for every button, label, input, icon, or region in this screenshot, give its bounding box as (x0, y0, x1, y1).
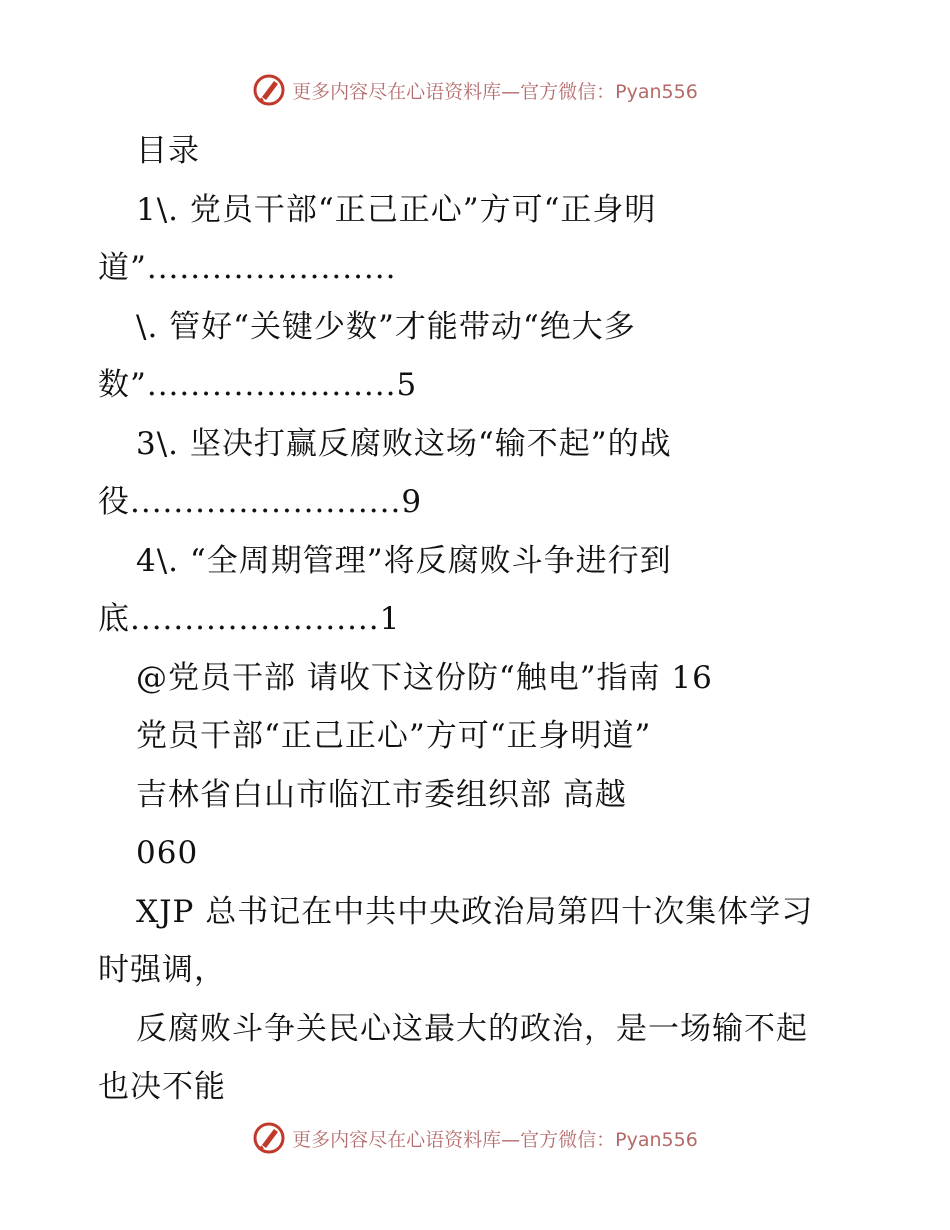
toc-entry-2-line-1: \. 管好“关键少数”才能带动“绝大多 (136, 308, 636, 345)
paragraph-2-line-2: 也决不能 (98, 1069, 226, 1105)
footer-banner-text: 更多内容尽在心语资料库—官方微信：Pyan556 (292, 1128, 698, 1151)
toc-entry-5: @党员干部 请收下这份防“触电”指南 16 (136, 659, 713, 696)
document-body (98, 122, 878, 1117)
header-banner (0, 70, 950, 110)
article-author: 吉林省白山市临江市委组织部 高越 (136, 776, 627, 813)
toc-entry-3-line-1: 3\. 坚决打赢反腐败这场“输不起”的战 (136, 425, 672, 462)
toc-entry-1-line-1: 1\. 党员干部“正己正心”方可“正身明 (136, 191, 657, 228)
toc-entry-1-line-2: 道”....................... (98, 250, 397, 286)
toc-heading: 目录 (136, 133, 200, 169)
toc-entry-3-line-2: 役.........................9 (98, 484, 423, 520)
paragraph-2-line-1: 反腐败斗争关民心这最大的政治，是一场输不起 (136, 1010, 808, 1047)
header-banner-text: 更多内容尽在心语资料库—官方微信：Pyan556 (292, 80, 698, 103)
article-title: 党员干部“正己正心”方可“正身明道” (136, 718, 652, 754)
paragraph-1-line-2: 时强调， (98, 952, 226, 988)
article-number: 060 (136, 835, 199, 871)
toc-entry-2-line-2: 数”.......................5 (98, 367, 418, 403)
footer-banner (0, 1118, 950, 1158)
toc-entry-4-line-2: 底.......................1 (98, 601, 401, 637)
pen-logo-icon (252, 1121, 286, 1155)
paragraph-1-line-1: XJP 总书记在中共中央政治局第四十次集体学习 (136, 893, 814, 930)
toc-entry-4-line-1: 4\. “全周期管理”将反腐败斗争进行到 (136, 542, 672, 579)
pen-logo-icon (252, 73, 286, 107)
